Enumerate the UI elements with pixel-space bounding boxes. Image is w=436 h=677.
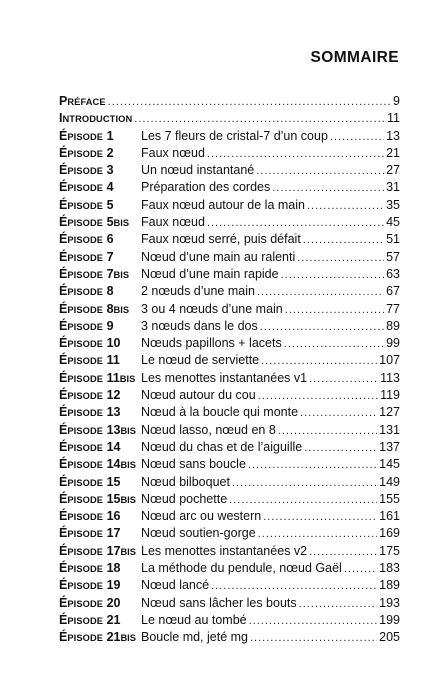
episode-suffix: BIS (113, 269, 130, 280)
page-number: 63 (386, 266, 400, 281)
episode-label (59, 491, 141, 509)
label-initial: I (59, 111, 63, 126)
episode-label (59, 266, 141, 284)
episode-number: 11 (106, 370, 120, 385)
episode-number: 16 (106, 509, 121, 524)
dot-leader (232, 475, 377, 492)
label-initial: É (59, 612, 68, 627)
episode-label (59, 231, 141, 249)
episode-number: 4 (106, 180, 114, 195)
episode-number: 8 (106, 301, 114, 316)
toc-row (59, 318, 400, 335)
entry-title: Nœud d’une main au ralenti (141, 249, 296, 264)
page-number: 131 (379, 422, 400, 437)
label-rest: PISODE (67, 269, 104, 280)
episode-number: 2 (106, 145, 114, 160)
episode-label (59, 560, 141, 578)
page-number: 155 (379, 491, 400, 506)
episode-label (59, 370, 141, 388)
label-initial: É (59, 301, 68, 316)
label-initial: É (59, 578, 68, 593)
entry-title: Les menottes instantanées v2 (141, 543, 308, 558)
toc-row (59, 612, 400, 629)
dot-leader (134, 111, 385, 128)
section-label (59, 110, 132, 128)
page-number: 205 (379, 630, 400, 645)
label-rest: PISODE (67, 564, 104, 575)
dot-leader (260, 319, 384, 336)
episode-number: 5 (106, 215, 114, 230)
label-initial: É (59, 388, 68, 403)
episode-label (59, 128, 141, 146)
dot-leader (278, 423, 377, 440)
entry-title: 3 nœuds dans le dos (141, 318, 258, 333)
episode-suffix: BIS (113, 304, 130, 315)
dot-leader (303, 232, 384, 249)
dot-leader (300, 405, 377, 422)
toc-row (59, 93, 400, 110)
label-rest: PISODE (67, 425, 104, 436)
page-number: 189 (379, 578, 400, 593)
toc-row (59, 162, 400, 179)
label-initial: P (59, 94, 68, 108)
episode-label (59, 474, 141, 492)
toc-row (59, 422, 400, 439)
entry-title: Nœud à la boucle qui monte (141, 405, 299, 420)
toc-row (59, 387, 400, 404)
episode-number: 14 (106, 439, 121, 454)
label-initial: É (59, 284, 68, 299)
entry-title: Nœuds papillons + lacets (141, 336, 282, 351)
episode-label (59, 439, 141, 457)
entry-title: Nœud sans boucle (141, 457, 246, 472)
entry-title: Nœud sans lâcher les bouts (141, 595, 297, 610)
dot-leader (248, 457, 377, 474)
episode-number: 20 (106, 595, 121, 610)
page-number: 45 (386, 215, 400, 230)
entry-title: 2 nœuds d’une main (141, 284, 255, 299)
label-rest: PISODE (67, 633, 104, 644)
episode-number: 1 (106, 128, 114, 143)
page-number: 51 (386, 232, 400, 247)
dot-leader (207, 215, 384, 232)
dot-leader (284, 336, 384, 353)
toc-row (59, 231, 400, 248)
label-initial: É (59, 232, 68, 247)
episode-label (59, 404, 141, 422)
page-number: 199 (379, 612, 400, 627)
label-rest: RÉFACE (67, 97, 106, 107)
entry-title: Faux nœud (141, 145, 205, 160)
toc-row (59, 560, 400, 577)
toc-row (59, 474, 400, 491)
toc-row (59, 197, 400, 214)
dot-leader (309, 371, 378, 388)
page-number: 113 (380, 370, 400, 385)
page-number: 11 (387, 111, 400, 126)
toc-row (59, 577, 400, 594)
episode-number: 19 (106, 578, 121, 593)
toc-row (59, 508, 400, 525)
toc-row (59, 249, 400, 266)
episode-label (59, 318, 141, 336)
dot-leader (258, 388, 378, 405)
label-rest: PISODE (67, 494, 104, 505)
page-number: 119 (380, 388, 400, 403)
toc-row (59, 283, 400, 300)
entry-title: Nœud du chas et de l’aiguille (141, 439, 303, 454)
episode-label (59, 145, 141, 163)
toc-row (59, 629, 400, 646)
episode-number: 15 (106, 491, 121, 506)
label-rest: PISODE (67, 477, 104, 488)
entry-title: Les 7 fleurs de cristal-7 d’un coup (141, 128, 328, 143)
episode-number: 7 (106, 249, 114, 264)
episode-label (59, 214, 141, 232)
label-initial: É (59, 370, 68, 385)
label-initial: É (59, 595, 68, 610)
label-initial: É (59, 180, 68, 195)
toc-row (59, 456, 400, 473)
page-number: 145 (379, 457, 400, 472)
episode-number: 12 (106, 388, 121, 403)
label-initial: É (59, 543, 68, 558)
episode-suffix: BIS (120, 494, 136, 505)
episode-label (59, 525, 141, 543)
dot-leader (299, 596, 378, 613)
label-initial: É (59, 630, 68, 645)
entry-title: Préparation des cordes (141, 180, 271, 195)
dot-leader (256, 163, 384, 180)
toc-row (59, 525, 400, 542)
dot-leader (285, 302, 384, 319)
label-initial: É (59, 422, 68, 437)
label-rest: PISODE (67, 183, 104, 194)
label-rest: PISODE (67, 200, 104, 211)
page-number: 183 (379, 561, 400, 576)
dot-leader (297, 250, 384, 267)
toc-row (59, 301, 400, 318)
episode-number: 6 (106, 232, 114, 247)
label-rest: PISODE (67, 512, 104, 523)
entry-title: 3 ou 4 nœuds d’une main (141, 301, 283, 316)
episode-label (59, 422, 141, 440)
label-rest: PISODE (67, 598, 104, 609)
dot-leader (330, 129, 384, 146)
page-number: 169 (379, 526, 400, 541)
entry-title: Le nœud au tombé (141, 612, 247, 627)
page-number: 161 (379, 509, 400, 524)
toc-row (59, 543, 400, 560)
episode-label (59, 179, 141, 197)
label-rest: PISODE (67, 131, 104, 142)
episode-label (59, 301, 141, 319)
episode-label (59, 612, 141, 630)
dot-leader (344, 561, 377, 578)
entry-title: Boucle md, jeté mg (141, 630, 248, 645)
episode-number: 21 (106, 630, 121, 645)
label-initial: É (59, 215, 68, 230)
label-initial: É (59, 474, 68, 489)
label-rest: PISODE (67, 460, 104, 471)
dot-leader (263, 509, 377, 526)
toc-row (59, 335, 400, 352)
label-rest: PISODE (67, 252, 104, 263)
episode-label (59, 162, 141, 180)
page-number: 175 (379, 543, 400, 558)
episode-number: 10 (106, 336, 121, 351)
episode-number: 9 (106, 318, 114, 333)
page-number: 127 (379, 405, 400, 420)
label-rest: PISODE (67, 581, 104, 592)
entry-title: Faux nœud (141, 215, 205, 230)
episode-number: 13 (106, 405, 121, 420)
episode-number: 8 (106, 284, 114, 299)
toc-row (59, 491, 400, 508)
dot-leader (307, 198, 384, 215)
dot-leader (257, 284, 384, 301)
entry-title: Faux nœud serré, puis défait (141, 232, 301, 247)
episode-label (59, 508, 141, 526)
label-initial: É (59, 457, 68, 472)
label-rest: PISODE (67, 373, 104, 384)
toc-row (59, 370, 400, 387)
toc-row (59, 352, 400, 369)
episode-label (59, 387, 141, 405)
dot-leader (250, 630, 377, 647)
entry-title: Nœud pochette (141, 491, 228, 506)
entry-title: Le nœud de serviette (141, 353, 260, 368)
entry-title: Nœud soutien-gorge (141, 526, 256, 541)
label-rest: PISODE (67, 615, 104, 626)
dot-leader (258, 526, 377, 543)
label-rest: PISODE (67, 391, 104, 402)
page-number: 35 (386, 197, 400, 212)
page-number: 67 (386, 284, 400, 299)
page-number: 137 (379, 439, 400, 454)
toc-row (59, 128, 400, 145)
episode-label (59, 543, 141, 561)
episode-number: 7 (106, 266, 114, 281)
table-of-contents (59, 93, 400, 647)
label-initial: É (59, 561, 68, 576)
toc-row (59, 179, 400, 196)
episode-label (59, 249, 141, 267)
episode-number: 15 (106, 474, 121, 489)
page-number: 77 (386, 301, 400, 316)
label-initial: É (59, 405, 68, 420)
episode-label (59, 335, 141, 353)
dot-leader (309, 544, 377, 561)
label-rest: NTRODUCTION (62, 114, 133, 125)
episode-number: 17 (106, 543, 121, 558)
entry-title: La méthode du pendule, nœud Gaël (141, 561, 342, 576)
label-rest: PISODE (67, 218, 104, 229)
dot-leader (229, 492, 377, 509)
page-number: 27 (386, 163, 400, 178)
entry-title: Un nœud instantané (141, 163, 255, 178)
episode-label (59, 283, 141, 301)
episode-number: 14 (106, 457, 121, 472)
episode-label (59, 352, 141, 370)
page-number: 21 (386, 145, 400, 160)
dot-leader (249, 613, 378, 630)
episode-number: 18 (106, 561, 121, 576)
page-number: 89 (386, 318, 400, 333)
page-number: 31 (386, 180, 400, 195)
page-title: SOMMAIRE (310, 49, 399, 66)
episode-number: 3 (106, 163, 114, 178)
dot-leader (211, 578, 377, 595)
page-number: 107 (379, 353, 400, 368)
label-initial: É (59, 266, 68, 281)
page-number: 57 (386, 249, 400, 264)
entry-title: Nœud autour du cou (141, 388, 256, 403)
label-rest: PISODE (67, 235, 104, 246)
label-rest: PISODE (67, 166, 104, 177)
episode-suffix: BIS (120, 546, 136, 557)
entry-title: Nœud d’une main rapide (141, 266, 279, 281)
episode-label (59, 577, 141, 595)
label-rest: PISODE (67, 287, 104, 298)
label-rest: PISODE (67, 529, 104, 540)
dot-leader (207, 146, 384, 163)
entry-title: Nœud arc ou western (141, 509, 262, 524)
label-initial: É (59, 353, 68, 368)
label-rest: PISODE (67, 339, 104, 350)
toc-row (59, 214, 400, 231)
episode-label (59, 595, 141, 613)
dot-leader (108, 94, 391, 111)
episode-suffix: BIS (113, 218, 130, 229)
toc-row (59, 404, 400, 421)
label-initial: É (59, 336, 68, 351)
label-initial: É (59, 145, 68, 160)
toc-row (59, 145, 400, 162)
episode-number: 13 (106, 422, 121, 437)
label-rest: PISODE (67, 356, 104, 367)
dot-leader (261, 353, 377, 370)
section-label (59, 93, 106, 111)
entry-title: Les menottes instantanées v1 (141, 370, 308, 385)
entry-title: Faux nœud autour de la main (141, 197, 305, 212)
episode-suffix: BIS (119, 373, 136, 384)
toc-row (59, 110, 400, 127)
episode-number: 21 (106, 612, 121, 627)
entry-title: Nœud lasso, nœud en 8 (141, 422, 276, 437)
label-initial: É (59, 249, 68, 264)
episode-number: 11 (106, 353, 120, 368)
label-initial: É (59, 439, 68, 454)
entry-title: Nœud lancé (141, 578, 210, 593)
page-number: 99 (386, 336, 400, 351)
episode-label (59, 456, 141, 474)
episode-number: 17 (106, 526, 121, 541)
label-initial: É (59, 491, 68, 506)
label-initial: É (59, 197, 68, 212)
episode-number: 5 (106, 197, 114, 212)
page-number: 149 (379, 474, 400, 489)
dot-leader (272, 180, 384, 197)
dot-leader (304, 440, 377, 457)
label-rest: PISODE (67, 148, 104, 159)
label-initial: É (59, 318, 68, 333)
dot-leader (281, 267, 385, 284)
entry-title: Nœud bilboquet (141, 474, 230, 489)
label-rest: PISODE (67, 304, 104, 315)
label-initial: É (59, 526, 68, 541)
toc-row (59, 595, 400, 612)
episode-label (59, 629, 141, 647)
label-rest: PISODE (67, 442, 104, 453)
episode-suffix: BIS (120, 633, 136, 644)
label-initial: É (59, 128, 68, 143)
label-initial: É (59, 509, 68, 524)
episode-label (59, 197, 141, 215)
label-rest: PISODE (67, 408, 104, 419)
label-rest: PISODE (67, 546, 104, 557)
label-rest: PISODE (67, 321, 104, 332)
toc-row (59, 266, 400, 283)
page-number: 193 (379, 595, 400, 610)
page-number: 13 (386, 128, 400, 143)
toc-row (59, 439, 400, 456)
label-initial: É (59, 163, 68, 178)
page-number: 9 (393, 94, 400, 108)
episode-suffix: BIS (120, 425, 136, 436)
episode-suffix: BIS (120, 460, 136, 471)
